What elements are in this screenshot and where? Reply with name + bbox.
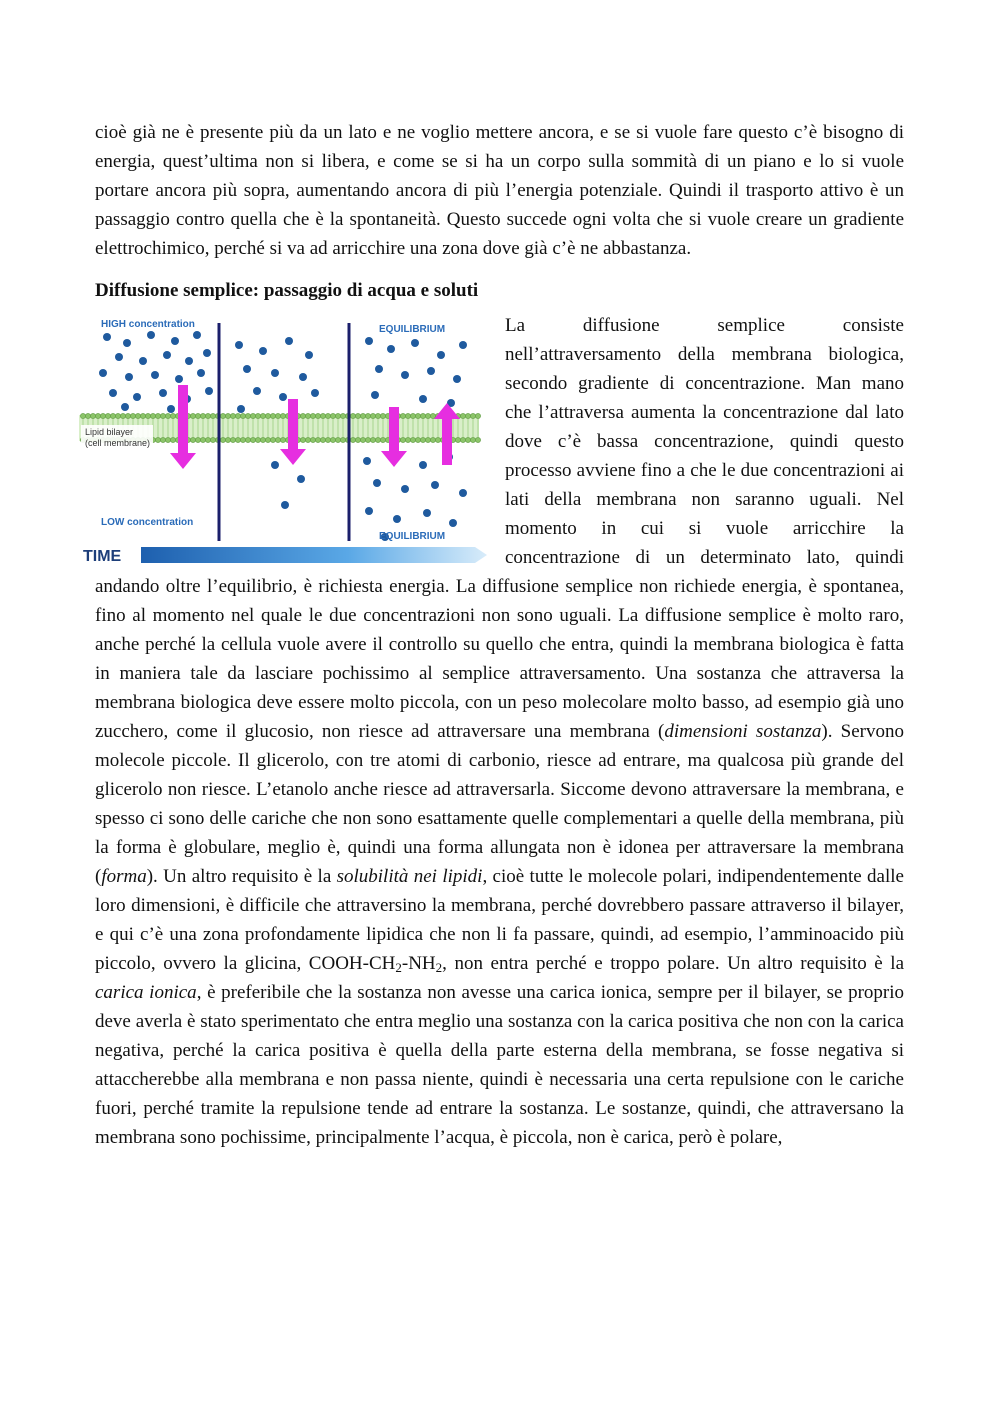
molecule-dot [375, 365, 383, 373]
molecule-dot [99, 369, 107, 377]
time-bar [139, 547, 487, 563]
lipid-head [400, 413, 405, 418]
lipid-head [135, 413, 140, 418]
molecule-dot [205, 387, 213, 395]
lipid-head [420, 437, 425, 442]
document-page [83, 118, 905, 1152]
lipid-head [360, 413, 365, 418]
lipid-head [465, 437, 470, 442]
lipid-head [300, 437, 305, 442]
molecule-dot [305, 351, 313, 359]
lipid-head [210, 437, 215, 442]
molecule-dot [281, 501, 289, 509]
molecule-dot [121, 403, 129, 411]
lipid-head [220, 437, 225, 442]
lipid-head [265, 413, 270, 418]
molecule-dot [185, 357, 193, 365]
molecule-dot [139, 357, 147, 365]
lipid-head [320, 437, 325, 442]
lipid-head [330, 413, 335, 418]
emphasis-solubilita: solubilità nei lipidi [336, 866, 483, 887]
lipid-head [400, 437, 405, 442]
lipid-head [300, 413, 305, 418]
lipid-head [330, 437, 335, 442]
lipid-head [230, 437, 235, 442]
lipid-head [110, 413, 115, 418]
lipid-head [310, 437, 315, 442]
lipid-head [270, 437, 275, 442]
molecule-dot [297, 475, 305, 483]
lipid-head [465, 413, 470, 418]
molecule-dot [299, 373, 307, 381]
lipid-head [410, 437, 415, 442]
lipid-head [105, 413, 110, 418]
lipid-head [325, 413, 330, 418]
emphasis-forma: forma [101, 866, 147, 887]
lipid-head [195, 413, 200, 418]
lipid-head [115, 413, 120, 418]
molecule-dot [175, 375, 183, 383]
lipid-head [245, 437, 250, 442]
molecule-dot [401, 371, 409, 379]
lipid-head [315, 413, 320, 418]
lipid-head [365, 413, 370, 418]
molecule-dot [387, 345, 395, 353]
cell-membrane-label: (cell membrane) [85, 438, 151, 448]
molecule-dot [197, 369, 205, 377]
molecule-dot [171, 337, 179, 345]
lipid-head [130, 413, 135, 418]
molecule-dot [163, 351, 171, 359]
lipid-head [320, 413, 325, 418]
lipid-head [190, 413, 195, 418]
lipid-head [430, 437, 435, 442]
lipid-head [225, 413, 230, 418]
molecule-dot [147, 331, 155, 339]
lipid-head [90, 413, 95, 418]
lipid-head [355, 437, 360, 442]
lipid-head [170, 437, 175, 442]
lipid-head [375, 437, 380, 442]
lipid-head [155, 437, 160, 442]
molecule-dot [427, 367, 435, 375]
emphasis-carica-ionica: carica ionica [95, 982, 197, 1003]
molecule-dot [459, 341, 467, 349]
lipid-head [275, 413, 280, 418]
molecule-dot [393, 515, 401, 523]
lipid-head [475, 413, 480, 418]
molecule-dot [243, 365, 251, 373]
molecule-dot [237, 405, 245, 413]
molecule-dot [431, 481, 439, 489]
text-run: , cioè tutte le molecole polari, indipendentemente dalle loro dimensioni, è difficile che attraversino la membrana, perché dovrebbero passare attraverso il bilayer, e qui c’è una zona profondamente lipidica che non li fa passare, quindi, ad esempio, l’amminoacido più piccolo, ovvero la glicina, COOH-CH [95, 866, 904, 974]
lipid-head [470, 413, 475, 418]
lipid-head [365, 437, 370, 442]
molecule-dot [125, 373, 133, 381]
lipid-head [310, 413, 315, 418]
lipid-head [225, 437, 230, 442]
lipid-head [270, 413, 275, 418]
lipid-head [170, 413, 175, 418]
lipid-head [475, 437, 480, 442]
lipid-head [200, 437, 205, 442]
molecule-dot [203, 349, 211, 357]
lipid-head [165, 437, 170, 442]
lipid-head [335, 437, 340, 442]
molecule-dot [311, 389, 319, 397]
text-run: , è preferibile che la sostanza non avesse una carica ionica, sempre per il bilayer, se proprio deve averla è stato sperimentato che entra meglio una sostanza con la carica positiva che non con la carica negativa, perché la carica positiva è quella della parte esterna della membrana, se fosse negativa si attaccherebbe alla membrana e non passa niente, quindi è necessaria una certa repulsione con le cariche fuori, perché tramite la repulsione tende ad entrare la sostanza. Le sostanze, quindi, che attraversano la membrana sono pochissime, principalmente l’acqua, è piccola, non è carica, però è polare, [95, 982, 905, 1148]
molecule-dot [459, 489, 467, 497]
lipid-head [240, 413, 245, 418]
lipid-head [340, 413, 345, 418]
diffusion-figure [79, 315, 491, 567]
emphasis-dimensioni: dimensioni sostanza [664, 721, 822, 742]
lipid-head [220, 413, 225, 418]
lipid-head [160, 437, 165, 442]
text-run: ). Un altro requisito è la [146, 866, 337, 887]
intro-paragraph: cioè già ne è presente più da un lato e ne voglio mettere ancora, e se si vuole fare questo c’è bisogno di energia, quest’ultima non si libera, e come se si ha un corpo sulla sommità di un piano e lo si vuole portare ancora più sopra, aumentando ancora di più l’energia potenziale. Quindi il trasporto attivo è un passaggio contro quella che è la spontaneità. Questo succede ogni volta che si vuole creare un gradiente elettrochimico, perché si va ad arricchire una zona dove già c’è ne abbastanza. [95, 122, 904, 259]
lipid-head [335, 413, 340, 418]
subscript: 2 [435, 960, 443, 975]
molecule-dot [401, 485, 409, 493]
lipid-head [250, 413, 255, 418]
lipid-head [415, 437, 420, 442]
lipid-head [195, 437, 200, 442]
text-run: -NH [401, 953, 436, 974]
lipid-head [205, 413, 210, 418]
molecule-dot [271, 369, 279, 377]
molecule-dot [193, 331, 201, 339]
lipid-head [460, 413, 465, 418]
lipid-head [125, 413, 130, 418]
molecule-dot [151, 371, 159, 379]
lipid-head [80, 413, 85, 418]
lipid-head [85, 413, 90, 418]
lipid-head [425, 413, 430, 418]
molecule-dot [271, 461, 279, 469]
lipid-head [420, 413, 425, 418]
lipid-head [265, 437, 270, 442]
lipid-head [275, 437, 280, 442]
molecule-dot [109, 389, 117, 397]
molecule-dot [167, 405, 175, 413]
lipid-head [410, 413, 415, 418]
molecule-dot [449, 519, 457, 527]
lipid-head [250, 437, 255, 442]
lipid-bilayer-label: Lipid bilayer [85, 427, 134, 437]
molecule-dot [123, 339, 131, 347]
molecule-dot [235, 341, 243, 349]
lipid-head [460, 437, 465, 442]
lipid-head [340, 437, 345, 442]
lipid-head [150, 413, 155, 418]
lipid-head [155, 413, 160, 418]
molecule-dot [423, 509, 431, 517]
molecule-dot [371, 391, 379, 399]
lipid-head [415, 413, 420, 418]
molecule-dot [365, 507, 373, 515]
lipid-head [100, 413, 105, 418]
molecule-dot [103, 333, 111, 341]
lipid-head [360, 437, 365, 442]
lipid-head [370, 413, 375, 418]
lipid-head [205, 437, 210, 442]
high-concentration-label: HIGH concentration [101, 319, 195, 330]
text-run: ). Servono molecole piccole. Il glicerolo, con tre atomi di carbonio, riesce ad entrare, ma qualcosa più grande del glicerolo non riesce. L’etanolo anche riesce ad attraversarla. Siccome devono attraversare la membrana, e spesso ci sono delle cariche che non sono esattamente quelle complementari a quelle della membrana, più la forma è globulare, meglio è, quindi una forma allungata non è idonea per attraversare la membrana ( [95, 721, 904, 887]
lipid-head [235, 437, 240, 442]
lipid-head [305, 437, 310, 442]
lipid-head [355, 413, 360, 418]
lipid-head [470, 437, 475, 442]
molecule-dot [115, 353, 123, 361]
molecule-dot [159, 389, 167, 397]
molecule-dot [453, 375, 461, 383]
lipid-head [165, 413, 170, 418]
lipid-head [280, 437, 285, 442]
lipid-head [255, 413, 260, 418]
molecule-dot [279, 393, 287, 401]
time-label: TIME [83, 548, 122, 565]
lipid-head [305, 413, 310, 418]
lipid-head [235, 413, 240, 418]
lipid-head [230, 413, 235, 418]
lipid-head [380, 413, 385, 418]
lipid-head [380, 437, 385, 442]
lipid-head [210, 413, 215, 418]
lipid-head [145, 413, 150, 418]
subscript: 2 [395, 960, 402, 975]
molecule-dot [437, 351, 445, 359]
lipid-head [255, 437, 260, 442]
lipid-head [160, 413, 165, 418]
lipid-head [120, 413, 125, 418]
lipid-head [370, 437, 375, 442]
text-run: La diffusione semplice consiste nell’attraversamento della membrana biologica, secondo gradiente di concentrazione. Man mano che l’attraversa aumenta la concentrazione dal lato dove c’è bassa concentrazione, quindi questo processo avviene fino a che le due concentrazioni ai lati della membrana non saranno uguali. Nel momento in cui si vuole arricchire la concentrazione di un determinato lato, quindi andando oltre l’equilibrio, è richiesta energia. La diffusione semplice non richiede energia, è spontanea, fino al momento nel quale le due concentrazioni non sono uguali. La diffusione semplice è molto raro, anche perché la cellula vuole avere il controllo su quello che entra, quindi la membrana biologica è fatta in maniera tale da lasciare pochissimo al semplice attraversamento. Una sostanza che attraversa la membrana biologica deve essere molto piccola, con un peso molecolare molto basso, ad esempio già uno zucchero, come il glucosio, non riesce ad attraversare una membrana ( [95, 315, 904, 742]
lipid-head [315, 437, 320, 442]
lipid-head [350, 413, 355, 418]
molecule-dot [259, 347, 267, 355]
lipid-head [350, 437, 355, 442]
lipid-head [245, 413, 250, 418]
molecule-dot [365, 337, 373, 345]
lipid-head [240, 437, 245, 442]
text-run: , non entra perché e troppo polare. Un altro requisito è la [442, 953, 905, 974]
molecule-dot [411, 339, 419, 347]
lipid-head [190, 437, 195, 442]
lipid-head [140, 413, 145, 418]
lipid-head [405, 437, 410, 442]
lipid-head [200, 413, 205, 418]
lipid-head [425, 437, 430, 442]
molecule-dot [253, 387, 261, 395]
lipid-head [455, 437, 460, 442]
equilibrium-top-label: EQUILIBRIUM [379, 324, 446, 335]
lipid-head [405, 413, 410, 418]
lipid-head [435, 437, 440, 442]
low-concentration-label: LOW concentration [101, 517, 194, 528]
molecule-dot [285, 337, 293, 345]
molecule-dot [133, 393, 141, 401]
equilibrium-bottom-label: EQUILIBRIUM [379, 531, 446, 542]
lipid-head [95, 413, 100, 418]
section-heading: Diffusione semplice: passaggio di acqua e soluti [95, 280, 479, 301]
molecule-dot [419, 461, 427, 469]
lipid-head [430, 413, 435, 418]
lipid-head [280, 413, 285, 418]
molecule-dot [363, 457, 371, 465]
lipid-head [260, 437, 265, 442]
lipid-head [260, 413, 265, 418]
molecule-dot [373, 479, 381, 487]
lipid-head [375, 413, 380, 418]
molecule-dot [419, 395, 427, 403]
lipid-head [325, 437, 330, 442]
